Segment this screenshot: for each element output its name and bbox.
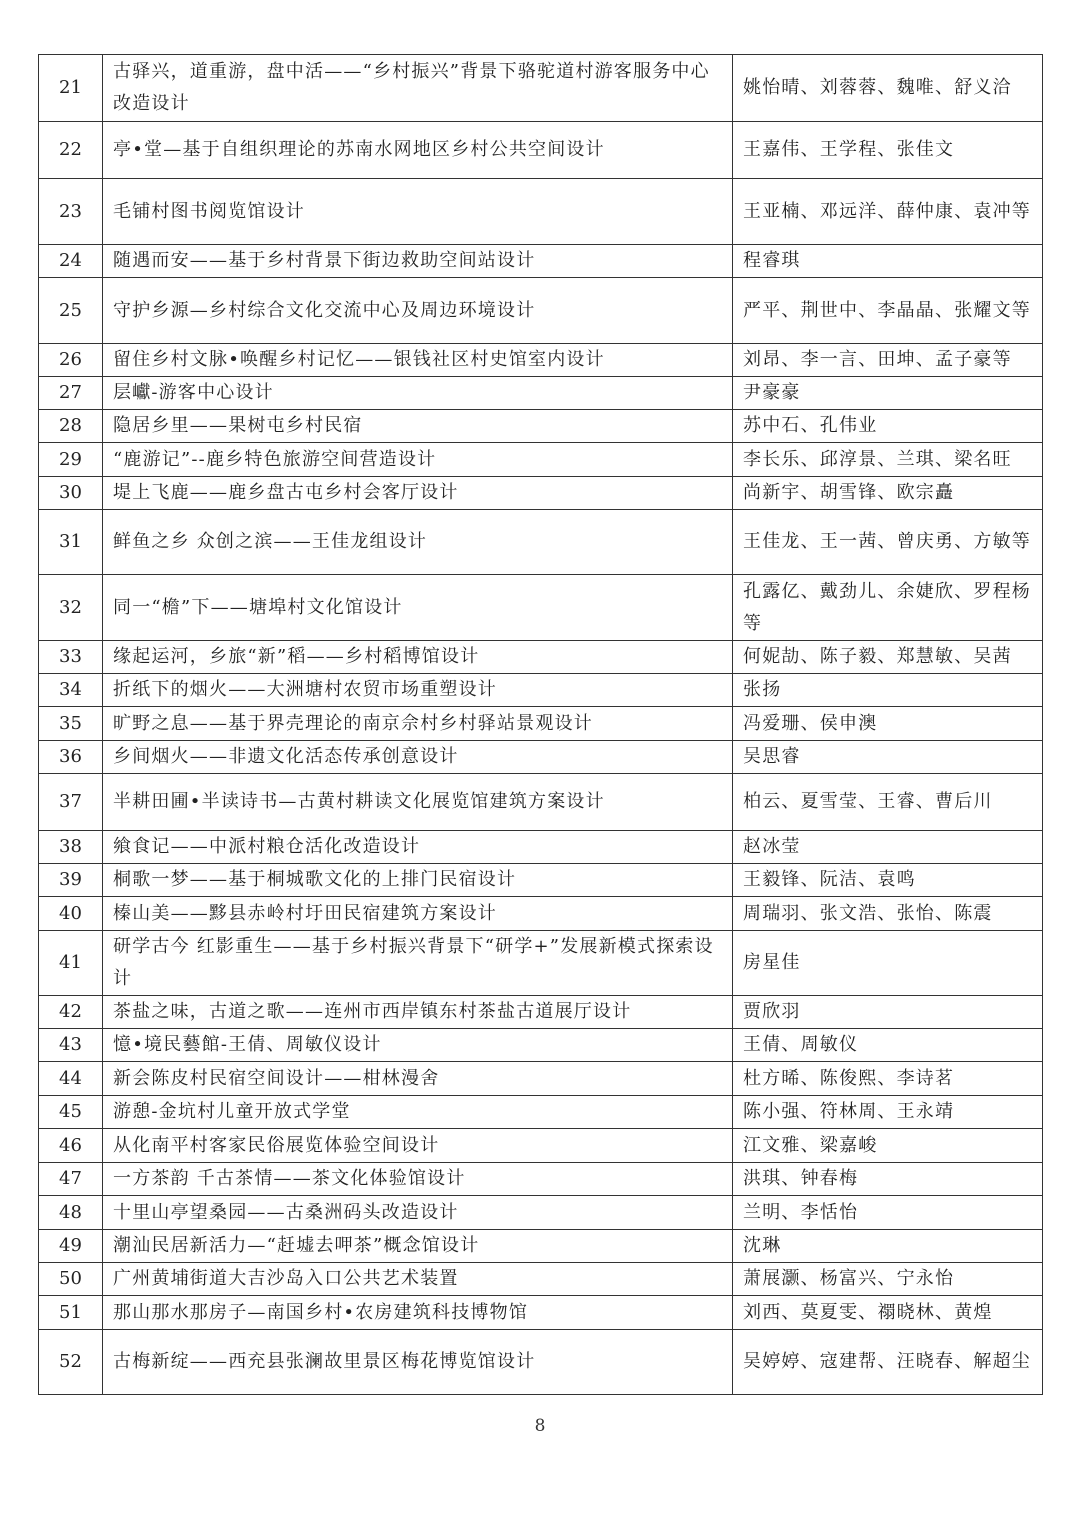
author-names: 萧展灏、杨富兴、宁永怡 [733,1263,1043,1296]
project-title: 同一“檐”下——塘埠村文化馆设计 [103,575,733,641]
project-title: 古驿兴，道重游，盘中活——“乡村振兴”背景下骆驼道村游客服务中心改造设计 [103,55,733,122]
row-number: 42 [39,996,103,1029]
project-title: 层巘-游客中心设计 [103,377,733,410]
author-names: 刘西、莫夏雯、禤晓林、黄煌 [733,1296,1043,1330]
row-number: 51 [39,1296,103,1330]
row-number: 22 [39,122,103,179]
row-number: 40 [39,897,103,931]
table-row [39,864,1043,897]
row-number: 29 [39,443,103,477]
table-row [39,377,1043,410]
table-row [39,410,1043,443]
author-names: 苏中石、孔伟业 [733,410,1043,443]
project-title: 乡间烟火——非遗文化活态传承创意设计 [103,741,733,774]
row-number: 45 [39,1096,103,1129]
table-row [39,1263,1043,1296]
project-title: 隐居乡里——果树屯乡村民宿 [103,410,733,443]
author-names: 姚怡晴、刘蓉蓉、魏唯、舒义洽 [733,55,1043,122]
table-row [39,510,1043,575]
row-number: 41 [39,931,103,996]
project-title: 旷野之息——基于界壳理论的南京佘村乡村驿站景观设计 [103,707,733,741]
table-row [39,1196,1043,1230]
author-names: 王亚楠、邓远洋、薛仲康、袁冲等 [733,179,1043,245]
project-title: 守护乡源—乡村综合文化交流中心及周边环境设计 [103,278,733,344]
author-names: 贾欣羽 [733,996,1043,1029]
table-row [39,55,1043,122]
row-number: 30 [39,477,103,510]
author-names: 孔露亿、戴劲儿、余婕欣、罗程杨等 [733,575,1043,641]
table-row [39,278,1043,344]
row-number: 49 [39,1230,103,1263]
project-title: 新会陈皮村民宿空间设计——柑林漫舍 [103,1062,733,1096]
row-number: 50 [39,1263,103,1296]
table-row [39,1163,1043,1196]
page-number: 8 [534,1416,546,1436]
author-names: 赵冰莹 [733,831,1043,864]
row-number: 39 [39,864,103,897]
project-title: 广州黄埔街道大吉沙岛入口公共艺术装置 [103,1263,733,1296]
author-names: 尹豪豪 [733,377,1043,410]
author-names: 王毅锋、阮洁、袁鸣 [733,864,1043,897]
project-title: 折纸下的烟火——大洲塘村农贸市场重塑设计 [103,674,733,707]
table-row [39,1029,1043,1062]
table-row [39,1096,1043,1129]
project-title: 古梅新绽——西充县张澜故里景区梅花博览馆设计 [103,1330,733,1395]
project-title: 桐歌一梦——基于桐城歌文化的上排门民宿设计 [103,864,733,897]
table-row [39,245,1043,278]
row-number: 35 [39,707,103,741]
table-row [39,1296,1043,1330]
project-title: 鲜鱼之乡 众创之滨——王佳龙组设计 [103,510,733,575]
author-names: 兰明、李恬怡 [733,1196,1043,1230]
author-names: 柏云、夏雪莹、王睿、曹后川 [733,774,1043,831]
row-number: 48 [39,1196,103,1230]
project-title: 榛山美——黟县赤岭村圩田民宿建筑方案设计 [103,897,733,931]
author-names: 张扬 [733,674,1043,707]
author-names: 吴婷婷、寇建帮、汪晓春、解超尘 [733,1330,1043,1395]
table-row [39,477,1043,510]
row-number: 23 [39,179,103,245]
author-names: 沈琳 [733,1230,1043,1263]
project-title: 一方茶韵 千古茶情——茶文化体验馆设计 [103,1163,733,1196]
author-names: 江文雅、梁嘉峻 [733,1129,1043,1163]
project-title: 憶•境民藝館-王倩、周敏仪设计 [103,1029,733,1062]
project-title: 那山那水那房子—南国乡村•农房建筑科技博物馆 [103,1296,733,1330]
table-row [39,897,1043,931]
row-number: 47 [39,1163,103,1196]
author-names: 洪琪、钟春梅 [733,1163,1043,1196]
author-names: 冯爱珊、侯申澳 [733,707,1043,741]
project-title: 亭•堂—基于自组织理论的苏南水网地区乡村公共空间设计 [103,122,733,179]
row-number: 37 [39,774,103,831]
award-list-table [38,54,1043,1395]
row-number: 24 [39,245,103,278]
row-number: 52 [39,1330,103,1395]
project-title: 毛铺村图书阅览馆设计 [103,179,733,245]
author-names: 刘昂、李一言、田坤、孟子豪等 [733,344,1043,377]
row-number: 27 [39,377,103,410]
table-row [39,1330,1043,1395]
project-title: 留住乡村文脉•唤醒乡村记忆——银钱社区村史馆室内设计 [103,344,733,377]
row-number: 43 [39,1029,103,1062]
row-number: 21 [39,55,103,122]
project-title: 缘起运河，乡旅“新”稻——乡村稻博馆设计 [103,641,733,674]
row-number: 28 [39,410,103,443]
table-row [39,741,1043,774]
table-row [39,774,1043,831]
project-title: 十里山亭望桑园——古桑洲码头改造设计 [103,1196,733,1230]
table-row [39,641,1043,674]
author-names: 王佳龙、王一茜、曾庆勇、方敏等 [733,510,1043,575]
author-names: 房星佳 [733,931,1043,996]
author-names: 陈小强、符林周、王永靖 [733,1096,1043,1129]
project-title: 潮汕民居新活力—“赶墟去呷茶”概念馆设计 [103,1230,733,1263]
project-title: 茶盐之味，古道之歌——连州市西岸镇东村茶盐古道展厅设计 [103,996,733,1029]
author-names: 尚新宇、胡雪锋、欧宗矗 [733,477,1043,510]
table-row [39,122,1043,179]
row-number: 46 [39,1129,103,1163]
project-title: 研学古今 红影重生——基于乡村振兴背景下“研学+”发展新模式探索设计 [103,931,733,996]
row-number: 31 [39,510,103,575]
table-row [39,179,1043,245]
author-names: 王嘉伟、王学程、张佳文 [733,122,1043,179]
table-row [39,674,1043,707]
table-row [39,996,1043,1029]
project-title: 随遇而安——基于乡村背景下街边救助空间站设计 [103,245,733,278]
table-row [39,344,1043,377]
table-row [39,931,1043,996]
project-title: 游憩-金坑村儿童开放式学堂 [103,1096,733,1129]
row-number: 44 [39,1062,103,1096]
project-title: 堤上飞鹿——鹿乡盘古屯乡村会客厅设计 [103,477,733,510]
table-row [39,575,1043,641]
project-title: 从化南平村客家民俗展览体验空间设计 [103,1129,733,1163]
table-row [39,1129,1043,1163]
table-row [39,443,1043,477]
author-names: 周瑞羽、张文浩、张怡、陈震 [733,897,1043,931]
table-row [39,831,1043,864]
project-title: “鹿游记”--鹿乡特色旅游空间营造设计 [103,443,733,477]
author-names: 李长乐、邱淳景、兰琪、梁名旺 [733,443,1043,477]
author-names: 何妮劼、陈子毅、郑慧敏、吴茜 [733,641,1043,674]
row-number: 32 [39,575,103,641]
row-number: 38 [39,831,103,864]
author-names: 吴思睿 [733,741,1043,774]
row-number: 34 [39,674,103,707]
table-row [39,1062,1043,1096]
project-title: 飨食记——中派村粮仓活化改造设计 [103,831,733,864]
author-names: 杜方晞、陈俊熙、李诗茗 [733,1062,1043,1096]
author-names: 严平、荆世中、李晶晶、张耀文等 [733,278,1043,344]
row-number: 33 [39,641,103,674]
row-number: 26 [39,344,103,377]
project-title: 半耕田圃•半读诗书—古黄村耕读文化展览馆建筑方案设计 [103,774,733,831]
author-names: 王倩、周敏仪 [733,1029,1043,1062]
row-number: 36 [39,741,103,774]
row-number: 25 [39,278,103,344]
table-row [39,1230,1043,1263]
author-names: 程睿琪 [733,245,1043,278]
table-row [39,707,1043,741]
